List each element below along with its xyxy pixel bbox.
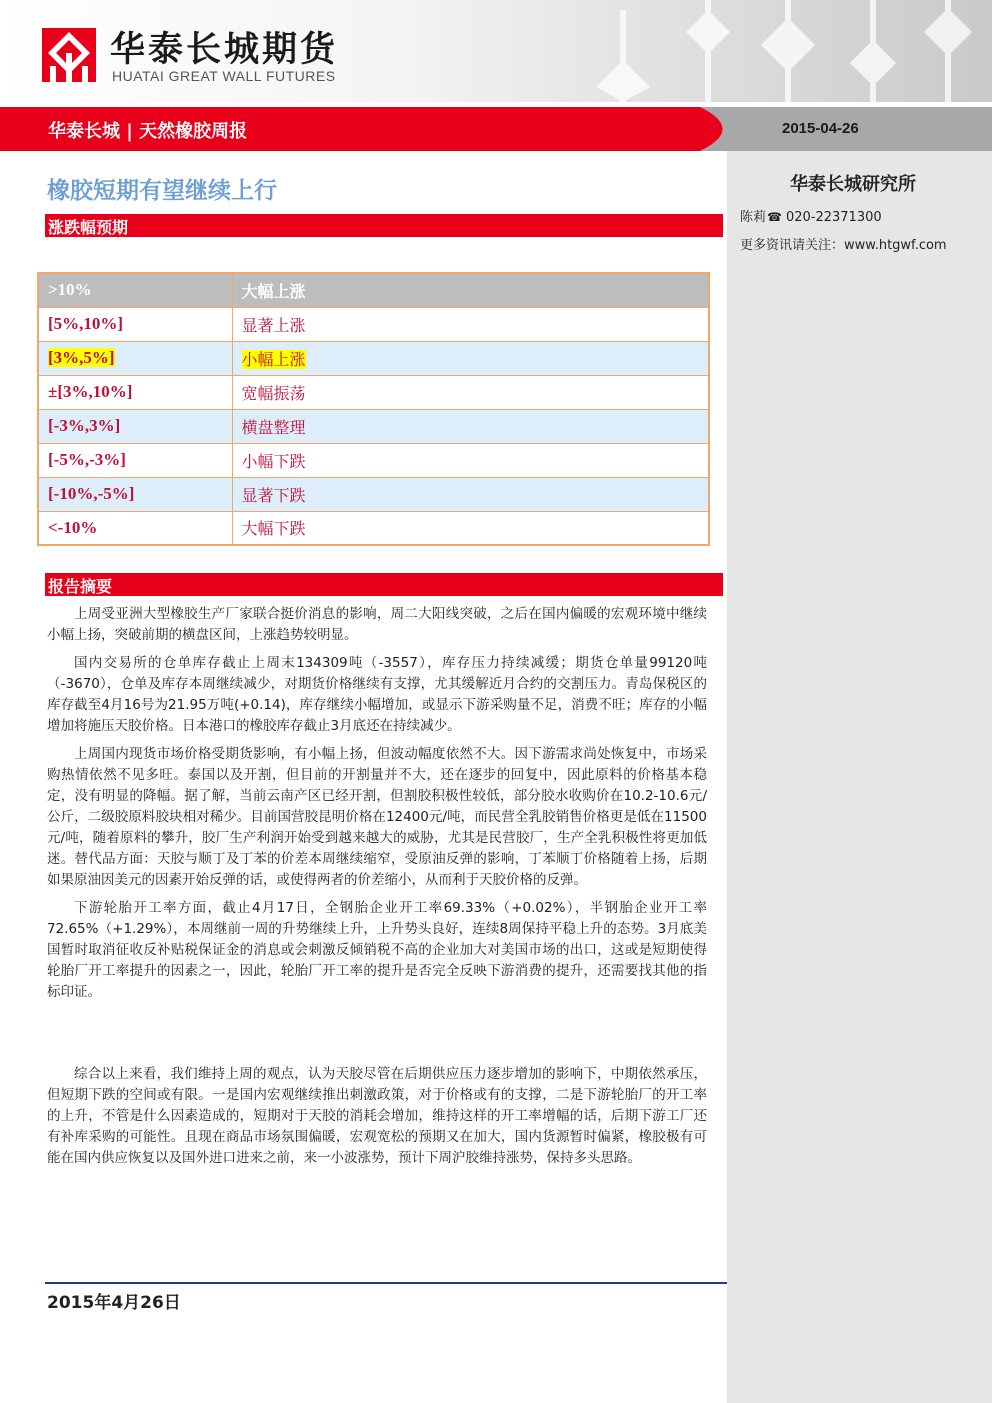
table-row: [38, 375, 709, 409]
table-row: [38, 307, 709, 341]
summary-paragraph: 下游轮胎开工率方面，截止4月17日，全钢胎企业开工率69.33%（+0.02%），半钢胎企业开工率72.65%（+1.29%），本周继前一周的升势继续上升，上升势头良好，连续8周保持平稳上升的态势。3月底美国暂时取消征收反补贴税保证金的消息或会刺激反倾销税不高的企业加大对美国市场的出口，这或是短期使得轮胎厂开工率提升的因素之一，因此，轮胎厂开工率的提升是否完全反映下游消费的提升，还需要找其他的指标印证。: [47, 900, 707, 1000]
section-title-forecast: 涨跌幅预期: [48, 218, 129, 237]
range-cell: <-10%: [38, 511, 232, 545]
desc-cell: 显著下跌: [232, 477, 709, 511]
table-row: [38, 273, 709, 307]
report-series-title: 华泰长城 | 天然橡胶周报: [48, 121, 248, 142]
range-highlight: [3%,5%]: [48, 348, 115, 367]
section-bar-forecast: [45, 214, 723, 237]
desc-cell: 小幅下跌: [232, 443, 709, 477]
summary-paragraph: 上周国内现货市场价格受期货影响，有小幅上扬，但波动幅度依然不大。因下游需求尚处恢复中，市场采购热情依然不见多旺。泰国以及开割，但目前的开割量并不大，还在逐步的回复中，因此原料的价格基本稳定，没有明显的降幅。据了解，当前云南产区已经开割，但割胶积极性较低，部分胶水收购价在10.2-10.6元/公斤，二级胶原料胶块相对稀少。目前国营胶昆明价格在12400元/吨，而民营全乳胶销售价格更是低在11500元/吨，随着原料的攀升，胶厂生产利润开始受到越来越大的威胁，尤其是民营胶厂，生产全乳积极性将更加低迷。替代品方面：天胶与顺丁及丁苯的价差本周继续缩窄，受原油反弹的影响，丁苯顺丁价格随着上扬，后期如果原油因美元的因素开始反弹的话，或使得两者的价差缩小，从而利于天胶价格的反弹。: [47, 746, 707, 888]
range-cell: [-10%,-5%]: [38, 477, 232, 511]
desc-cell: [232, 341, 709, 375]
range-cell: [38, 341, 232, 375]
range-cell: [-5%,-3%]: [38, 443, 232, 477]
summary-body: [47, 604, 707, 1010]
right-sidebar: [727, 151, 992, 1403]
summary-paragraph: 综合以上来看，我们维持上周的观点，认为天胶尽管在后期供应压力逐步增加的影响下，中期依然承压，但短期下跌的空间或有限。一是国内宏观继续推出刺激政策，对于价格或有的支撑，二是下游轮胎厂的开工率的上升，不管是什么因素造成的，短期对于天胶的消耗会增加，维持这样的开工率增幅的话，后期下游工厂还有补库采购的可能性。且现在商品市场氛围偏暖，宏观宽松的预期又在加大，国内货源暂时偏紧，橡胶极有可能在国内供应恢复以及国外进口进来之前，来一小波涨势，预计下周沪胶维持涨势，保持多头思路。: [47, 1066, 707, 1166]
range-cell: ±[3%,10%]: [38, 375, 232, 409]
huatai-logo-icon: [40, 26, 98, 84]
brand-name-en: HUATAI GREAT WALL FUTURES: [112, 68, 336, 84]
desc-cell: 横盘整理: [232, 409, 709, 443]
table-row: [38, 341, 709, 375]
contact-phone: 020-22371300: [785, 210, 882, 225]
desc-cell: 宽幅振荡: [232, 375, 709, 409]
institute-name: 华泰长城研究所: [790, 174, 916, 195]
table-row: [38, 511, 709, 545]
page-header: [0, 0, 992, 102]
more-info: 更多资讯请关注：www.htgwf.com: [740, 238, 947, 253]
main-title: 橡胶短期有望继续上行: [47, 178, 277, 204]
range-cell: [5%,10%]: [38, 307, 232, 341]
desc-cell: 大幅下跌: [232, 511, 709, 545]
footer-divider: [45, 1282, 727, 1284]
table-row: [38, 477, 709, 511]
range-cell: >10%: [38, 273, 232, 307]
forecast-table: [37, 272, 710, 546]
range-cell: [-3%,3%]: [38, 409, 232, 443]
header-decoration: [580, 0, 992, 102]
summary-paragraph: 上周受亚洲大型橡胶生产厂家联合挺价消息的影响，周二大阳线突破，之后在国内偏暖的宏观环境中继续小幅上扬，突破前期的横盘区间，上涨趋势较明显。: [47, 606, 707, 643]
table-row: [38, 443, 709, 477]
contact-line: [740, 206, 882, 225]
brand-name-cn: 华泰长城期货: [110, 30, 339, 70]
desc-highlight: 小幅上涨: [241, 349, 306, 369]
table-row: [38, 409, 709, 443]
desc-cell: 大幅上涨: [232, 273, 709, 307]
desc-cell: 显著上涨: [232, 307, 709, 341]
summary-paragraph: 国内交易所的仓单库存截止上周末134309吨（-3557），库存压力持续减缓；期货仓单量99120吨（-3670），仓单及库存本周继续减少，对期货价格继续有支撑，尤其缓解近月合约的交割压力。青岛保税区的库存截至4月16号为21.95万吨(+0.14)，库存继续小幅增加，或显示下游采购量不足，消费不旺；库存的小幅增加将施压天胶价格。日本港口的橡胶库存截止3月底还在持续减少。: [47, 655, 707, 734]
phone-icon: ☎: [767, 210, 782, 224]
contact-name: 陈莉: [740, 210, 767, 225]
section-title-summary: 报告摘要: [48, 577, 113, 596]
section-bar-summary: [45, 573, 723, 596]
footer-date: 2015年4月26日: [47, 1293, 181, 1313]
report-date: 2015-04-26: [782, 120, 859, 137]
conclusion-body: [47, 1064, 707, 1176]
